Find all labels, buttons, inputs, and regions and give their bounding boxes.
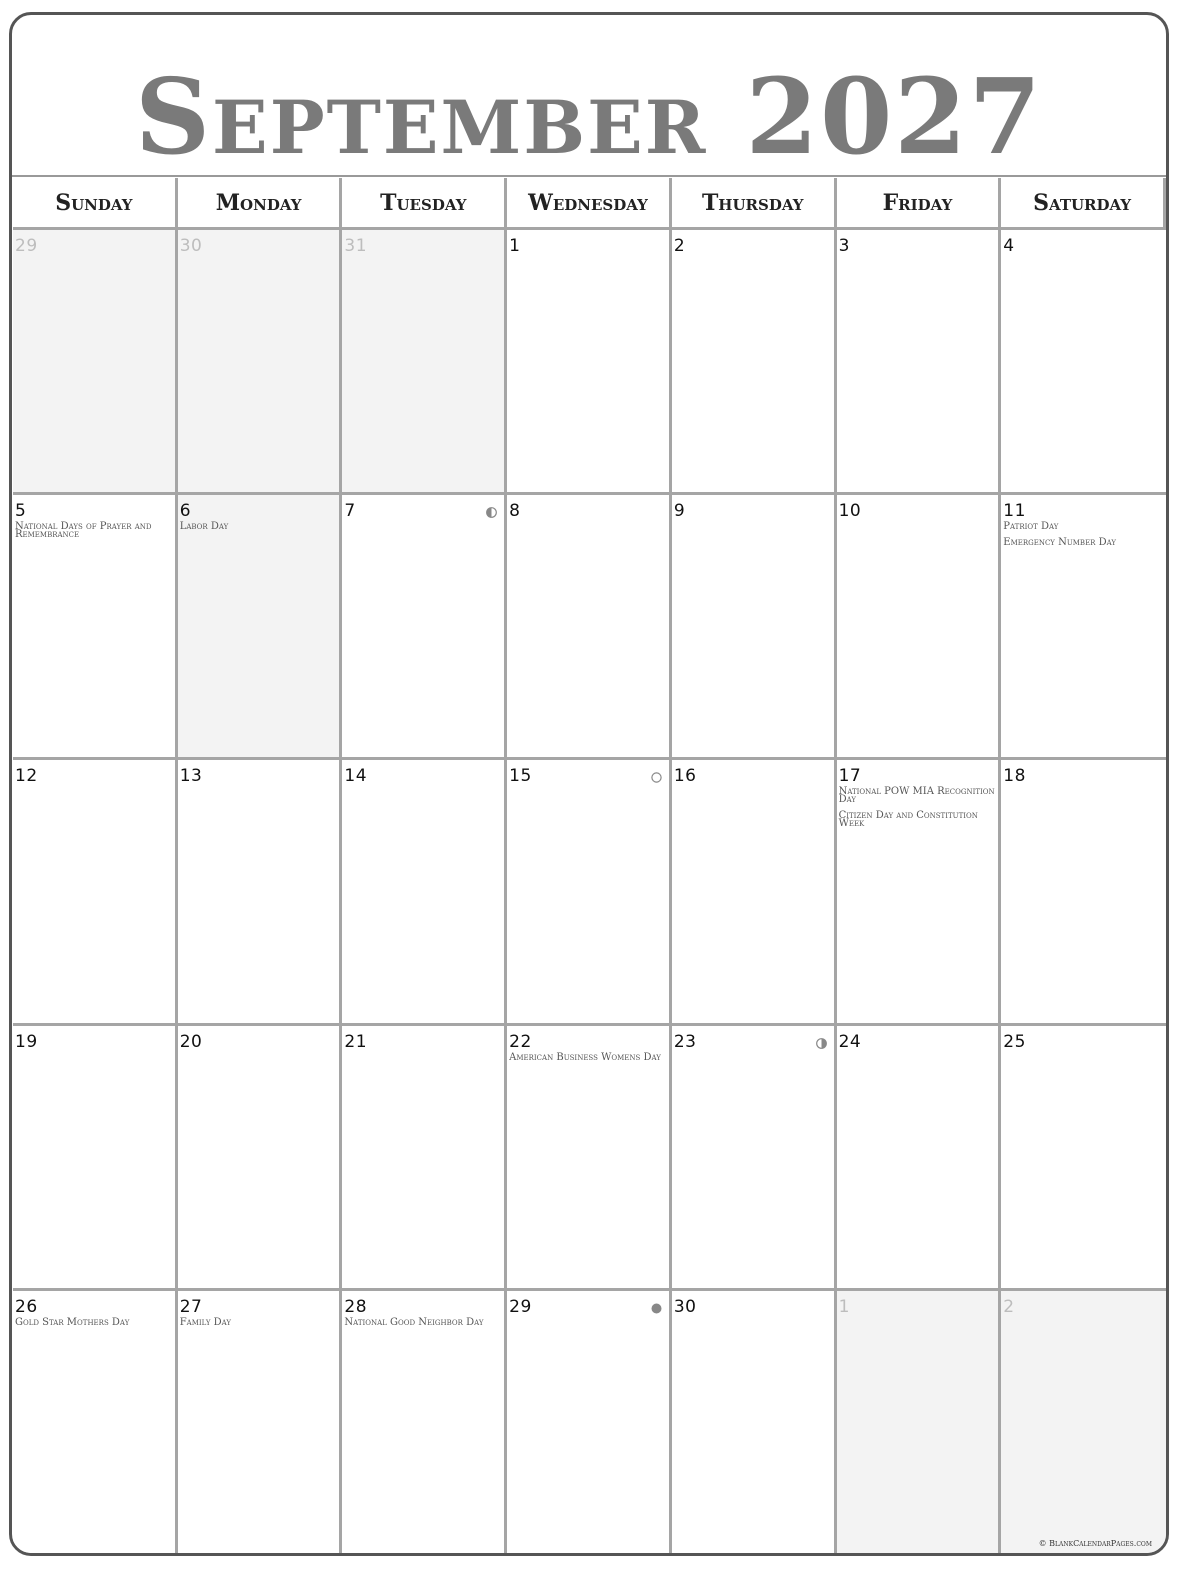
day-number: 25 <box>1003 1031 1026 1052</box>
day-cell <box>837 760 1002 1025</box>
day-number: 16 <box>673 766 697 787</box>
new-moon-icon <box>651 1303 662 1314</box>
event-label: National POW MIA Recognition Day <box>838 786 995 806</box>
weekday-header-wednesday: Wednesday <box>507 178 672 230</box>
day-cell <box>13 760 178 1025</box>
title-divider <box>12 175 1166 177</box>
day-number: 13 <box>179 766 203 787</box>
event-list <box>180 523 338 539</box>
day-number: 26 <box>15 1296 38 1317</box>
day-cell <box>342 1291 507 1556</box>
day-cell <box>672 230 837 495</box>
day-number: 4 <box>1003 236 1015 256</box>
day-cell <box>178 230 343 495</box>
day-number: 5 <box>15 501 27 522</box>
day-number: 2 <box>673 236 686 256</box>
day-cell <box>342 1026 507 1291</box>
day-number: 18 <box>1003 766 1026 787</box>
day-number: 29 <box>509 1296 532 1317</box>
event-label: National Days of Prayer and Remembrance <box>15 521 152 541</box>
day-number: 17 <box>838 766 862 787</box>
day-number: 6 <box>179 501 192 522</box>
day-cell <box>1001 760 1166 1025</box>
copyright-footer: © BlankCalendarPages.com <box>1038 1539 1152 1548</box>
event-label: Patriot Day <box>1003 521 1059 533</box>
day-cell <box>672 495 837 760</box>
day-number: 11 <box>1003 501 1026 522</box>
day-number: 1 <box>838 1296 850 1317</box>
day-cell <box>507 230 672 495</box>
event-label: Family Day <box>179 1316 232 1328</box>
day-cell <box>1001 1291 1166 1556</box>
day-number: 22 <box>509 1031 532 1052</box>
day-cell <box>1001 495 1166 760</box>
calendar-grid <box>13 178 1166 1556</box>
event-label: Labor Day <box>179 521 229 533</box>
event-list <box>15 523 173 547</box>
day-cell <box>13 1291 178 1556</box>
day-cell <box>507 1291 672 1556</box>
day-number: 2 <box>1003 1296 1015 1317</box>
day-cell <box>342 760 507 1025</box>
event-label: Citizen Day and Constitution Week <box>838 810 978 830</box>
day-cell <box>1001 1026 1166 1291</box>
event-list <box>509 1051 667 1070</box>
day-cell <box>13 230 178 495</box>
weekday-header-thursday: Thursday <box>672 178 837 230</box>
calendar-frame <box>9 12 1169 1556</box>
day-number: 12 <box>15 766 38 787</box>
event-label: Gold Star Mothers Day <box>15 1316 130 1328</box>
day-number: 23 <box>673 1031 697 1052</box>
day-cell <box>837 1026 1002 1291</box>
day-cell <box>178 495 343 760</box>
day-number: 3 <box>838 236 850 256</box>
day-number: 20 <box>179 1031 203 1052</box>
day-cell <box>507 495 672 760</box>
day-cell <box>837 1291 1002 1556</box>
day-number: 15 <box>509 766 532 787</box>
event-list <box>15 1316 173 1335</box>
weekday-header-monday: Monday <box>178 178 343 230</box>
day-number: 7 <box>344 501 356 522</box>
day-number: 28 <box>344 1296 368 1317</box>
weekday-header-sunday: Sunday <box>13 178 178 230</box>
event-list <box>344 1316 502 1335</box>
event-label: National Good Neighbor Day <box>344 1316 484 1328</box>
day-number: 27 <box>179 1296 203 1317</box>
day-number: 19 <box>15 1031 38 1052</box>
day-cell <box>13 1026 178 1291</box>
event-label: Emergency Number Day <box>1003 537 1117 549</box>
weekday-header-saturday: Saturday <box>1001 178 1166 230</box>
day-cell <box>342 230 507 495</box>
day-cell <box>178 1026 343 1291</box>
last-quarter-moon-icon <box>816 1038 827 1049</box>
first-quarter-moon-icon <box>486 507 497 518</box>
weekday-header-friday: Friday <box>837 178 1002 230</box>
day-cell <box>178 1291 343 1556</box>
day-number: 30 <box>179 236 203 256</box>
day-number: 21 <box>344 1031 368 1052</box>
day-cell <box>672 760 837 1025</box>
day-cell <box>13 495 178 760</box>
weekday-header-tuesday: Tuesday <box>342 178 507 230</box>
full-moon-icon <box>651 772 662 783</box>
event-list <box>179 1316 338 1335</box>
day-cell <box>178 760 343 1025</box>
day-cell <box>507 760 672 1025</box>
day-cell <box>342 495 507 760</box>
day-number: 9 <box>673 501 686 522</box>
day-cell <box>1001 230 1166 495</box>
event-list <box>839 788 997 836</box>
event-label: American Business Womens Day <box>509 1051 661 1063</box>
day-cell <box>672 1026 837 1291</box>
day-number: 10 <box>838 501 862 522</box>
event-list <box>1003 523 1164 555</box>
day-number: 31 <box>344 236 368 256</box>
day-number: 8 <box>509 501 521 522</box>
day-cell <box>837 230 1002 495</box>
day-number: 29 <box>15 236 38 256</box>
day-cell <box>672 1291 837 1556</box>
day-number: 1 <box>509 236 521 256</box>
calendar-title: September 2027 <box>134 55 1044 178</box>
day-cell <box>837 495 1002 760</box>
day-number: 30 <box>673 1296 697 1317</box>
day-number: 14 <box>344 766 368 787</box>
day-cell <box>507 1026 672 1291</box>
day-number: 24 <box>838 1031 862 1052</box>
